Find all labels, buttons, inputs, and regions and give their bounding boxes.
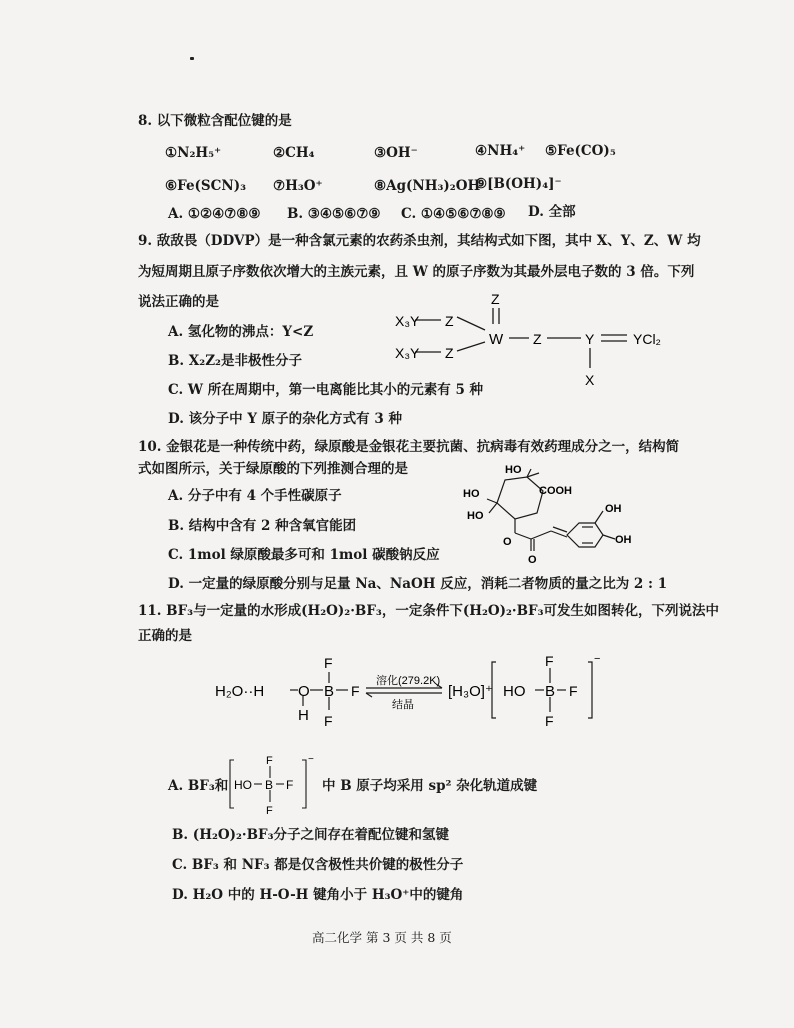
q10-option-a: A. 分子中有 4 个手性碳原子 <box>168 488 342 504</box>
q9-stem-line-3: 说法正确的是 <box>138 294 219 310</box>
q10-option-b: B. 结构中含有 2 种含氧官能团 <box>168 518 357 534</box>
q8-item-8: ⑧Ag(NH₃)₂OH <box>374 178 481 194</box>
bf3-conversion-scheme <box>210 650 610 732</box>
q8-option-a: A. ①②④⑦⑧⑨ <box>168 206 261 222</box>
scheme-f-right-right: F <box>569 683 578 699</box>
scan-speck <box>190 57 194 60</box>
ddvp-z-middle: Z <box>533 331 542 347</box>
q8-item-3: ③OH⁻ <box>374 145 418 161</box>
cga-oh-lower: OH <box>615 534 632 546</box>
inline-f-top: F <box>266 755 273 767</box>
scheme-ho: HO <box>503 683 526 700</box>
ddvp-x3y-lower: X₃Y <box>395 345 420 361</box>
scheme-arrow-condition: 溶化(279.2K) <box>376 675 441 687</box>
scheme-h2o-h: H₂O··H <box>215 683 265 700</box>
q8-item-5: ⑤Fe(CO)₅ <box>545 143 616 159</box>
cga-oh-upper: OH <box>605 503 622 515</box>
q9-option-d: D. 该分子中 Y 原子的杂化方式有 3 种 <box>168 411 402 427</box>
q8-option-b: B. ③④⑤⑥⑦⑨ <box>287 206 381 222</box>
scheme-h: H <box>298 707 309 724</box>
ddvp-z-upper: Z <box>445 313 454 329</box>
q10-option-c: C. 1mol 绿原酸最多可和 1mol 碳酸钠反应 <box>168 547 440 563</box>
inline-f-bottom: F <box>266 805 273 817</box>
q11-option-d: D. H₂O 中的 H-O-H 键角小于 H₃O⁺中的键角 <box>172 887 464 903</box>
q10-stem-line-2: 式如图所示，关于绿原酸的下列推测合理的是 <box>138 461 408 477</box>
chlorogenic-acid-structure <box>455 455 635 570</box>
scheme-f-bottom-left: F <box>324 713 333 729</box>
inline-f-right: F <box>286 778 294 792</box>
q8-item-1: ①N₂H₅⁺ <box>165 145 222 161</box>
scheme-f-right-left: F <box>351 683 360 699</box>
q10-stem-line-1: 10. 金银花是一种传统中药，绿原酸是金银花主要抗菌、抗病毒有效药理成分之一，结构简 <box>138 439 680 455</box>
q9-stem-line-2: 为短周期且原子序数依次增大的主族元素，且 W 的原子序数为其最外层电子数的 3 倍。下列 <box>138 264 695 280</box>
scheme-f-bottom-right: F <box>545 713 554 729</box>
q8-option-c: C. ①④⑤⑥⑦⑧⑨ <box>401 206 506 222</box>
page-footer: 高二化学 第 3 页 共 8 页 <box>312 930 452 945</box>
ddvp-ycl2: YCl₂ <box>633 331 661 347</box>
cga-o-carbonyl: O <box>528 554 537 566</box>
cga-ho-low: HO <box>467 510 484 522</box>
q8-option-d: D. 全部 <box>528 204 576 220</box>
cga-ho-left: HO <box>463 488 480 500</box>
ddvp-x3y-upper: X₃Y <box>395 313 420 329</box>
ddvp-w: W <box>489 331 504 348</box>
q11-option-a-tail: 中 B 原子均采用 sp² 杂化轨道成键 <box>322 778 538 794</box>
inline-b: B <box>265 778 274 792</box>
q9-option-a: A. 氢化物的沸点：Y<Z <box>168 324 314 340</box>
scheme-f-top-left: F <box>324 655 333 671</box>
ddvp-z-lower: Z <box>445 345 454 361</box>
inline-ho: HO <box>234 778 252 792</box>
cga-cooh: COOH <box>539 485 572 497</box>
ddvp-x: X <box>585 372 595 388</box>
scheme-bracket-charge: − <box>594 653 601 665</box>
q11-option-a-lead: A. BF₃和 <box>168 778 229 794</box>
q8-item-7: ⑦H₃O⁺ <box>273 178 323 194</box>
q9-option-b: B. X₂Z₂是非极性分子 <box>168 353 302 369</box>
q8-item-6: ⑥Fe(SCN)₃ <box>165 178 247 194</box>
q8-stem: 8. 以下微粒含配位键的是 <box>138 113 292 129</box>
q11-option-c: C. BF₃ 和 NF₃ 都是仅含极性共价键的极性分子 <box>172 857 464 873</box>
scheme-f-top-right: F <box>545 653 554 669</box>
bf3oh-inline-structure <box>226 752 318 818</box>
q11-stem-line-2: 正确的是 <box>138 628 192 644</box>
q9-option-c: C. W 所在周期中，第一电离能比其小的元素有 5 种 <box>168 382 484 398</box>
q8-item-9: ⑨[B(OH)₄]⁻ <box>475 176 562 192</box>
scheme-b-left: B <box>324 683 335 700</box>
q11-stem-line-1: 11. BF₃与一定量的水形成(H₂O)₂·BF₃，一定条件下(H₂O)₂·BF₃可发生如图转化，下列说法中 <box>138 603 720 619</box>
q11-option-b: B. (H₂O)₂·BF₃分子之间存在着配位键和氢键 <box>172 827 450 843</box>
q10-option-d: D. 一定量的绿原酸分别与足量 Na、NaOH 反应，消耗二者物质的量之比为 2 : 1 <box>168 576 668 592</box>
ddvp-structure-diagram <box>385 288 685 390</box>
ddvp-z-top: Z <box>491 291 500 307</box>
q9-stem-line-1: 9. 敌敌畏（DDVP）是一种含氯元素的农药杀虫剂，其结构式如下图，其中 X、Y、Z、W 均 <box>138 233 701 249</box>
scheme-arrow-reverse: 结晶 <box>392 699 414 711</box>
scheme-o: O <box>298 683 310 700</box>
q8-item-2: ②CH₄ <box>273 145 315 161</box>
cga-o-ester: O <box>503 536 512 548</box>
scheme-b-right: B <box>545 683 556 700</box>
scheme-h3o: [H₃O]⁺ <box>448 683 493 700</box>
ddvp-y: Y <box>585 331 595 347</box>
cga-ho-top: HO <box>505 464 522 476</box>
inline-charge: − <box>308 754 314 765</box>
q8-item-4: ④NH₄⁺ <box>475 143 526 159</box>
